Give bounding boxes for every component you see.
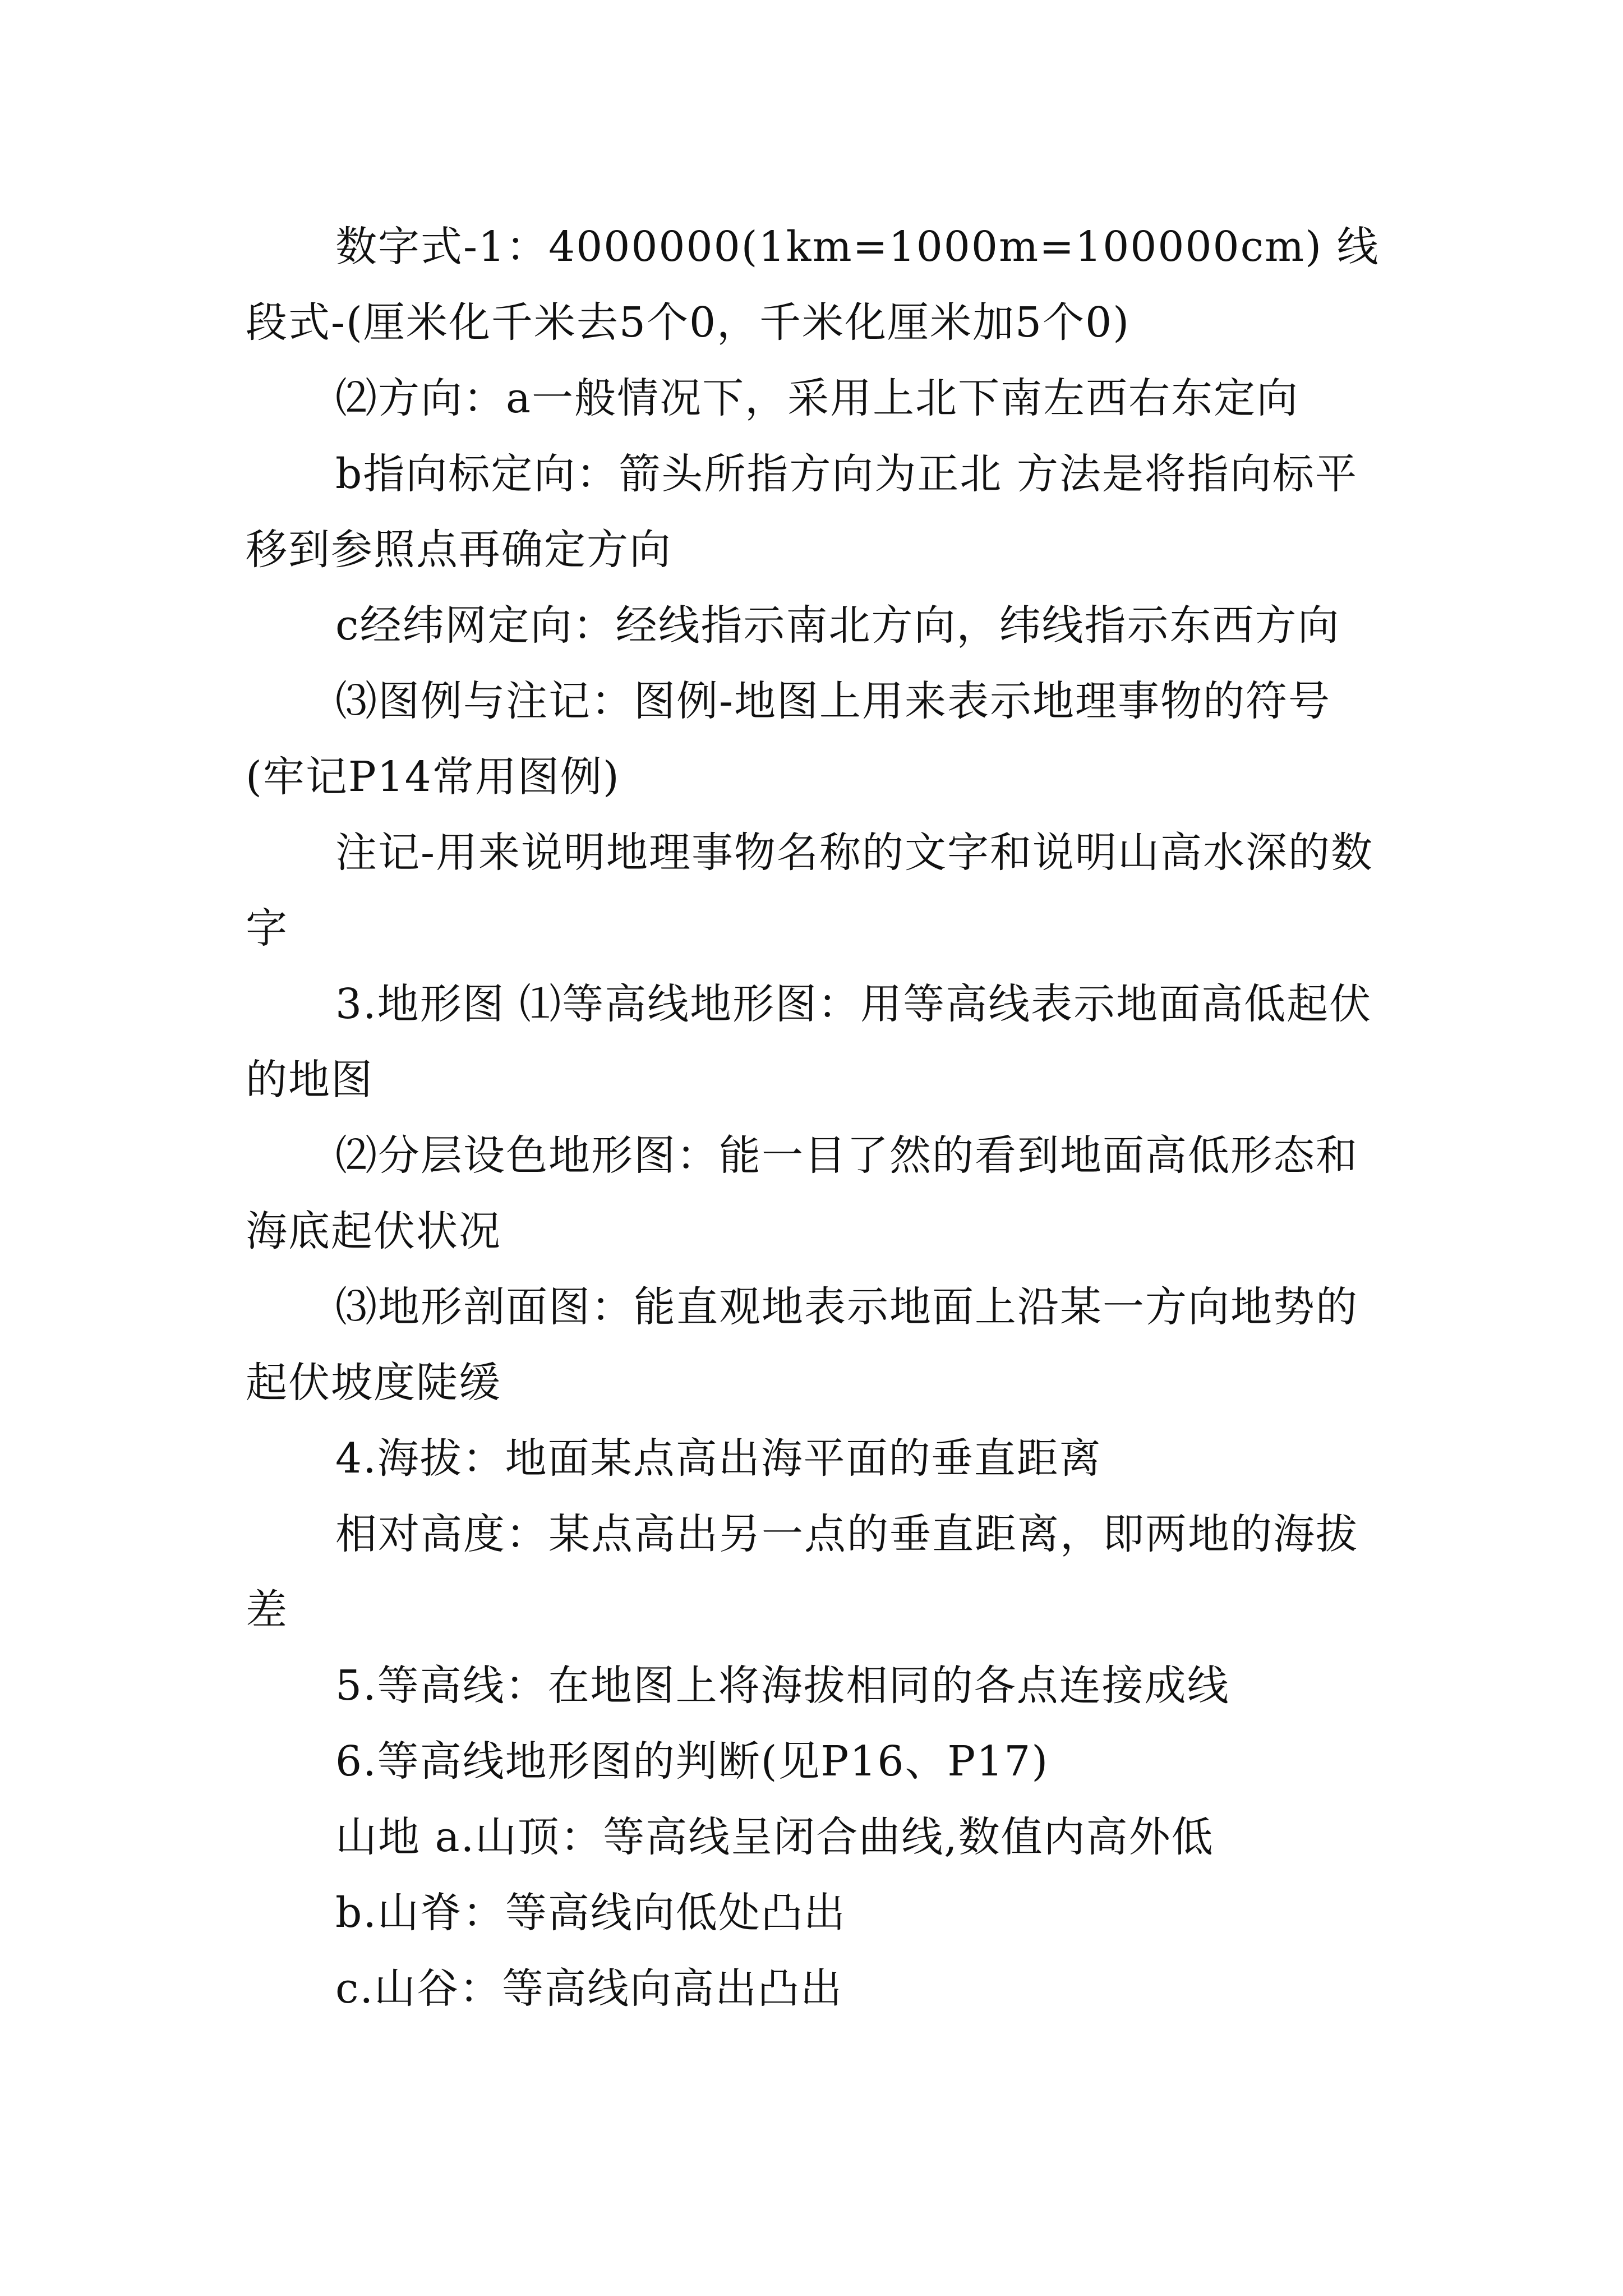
paragraph-layered-color-map: ⑵分层设色地形图：能一目了然的看到地面高低形态和海底起伏状况 bbox=[246, 1131, 1358, 1255]
paragraph-contour-line: 5.等高线：在地图上将海拔相同的各点连接成线 bbox=[335, 1662, 1230, 1710]
paragraph-ridge: b.山脊：等高线向低处凸出 bbox=[335, 1889, 846, 1937]
paragraph-direction: ⑵方向：a一般情况下，采用上北下南左西右东定向 bbox=[335, 374, 1299, 422]
paragraph-contour-judgement: 6.等高线地形图的判断(见P16、P17) bbox=[335, 1737, 1049, 1786]
paragraph-mountain-top: 山地 a.山顶：等高线呈闭合曲线,数值内高外低 bbox=[335, 1813, 1214, 1861]
paragraph-annotation: 注记-用来说明地理事物名称的文字和说明山高水深的数字 bbox=[246, 829, 1374, 953]
document-body bbox=[246, 209, 1384, 2027]
paragraph-contour-map: 3.地形图 ⑴等高线地形图：用等高线表示地面高低起伏的地图 bbox=[246, 980, 1372, 1104]
paragraph-scale-forms: 数字式-1：4000000(1km=1000m=100000cm) 线段式-(厘米化千米去5个0，千米化厘米加5个0) bbox=[246, 223, 1380, 347]
paragraph-altitude: 4.海拔：地面某点高出海平面的垂直距离 bbox=[335, 1434, 1102, 1483]
paragraph-legend: ⑶图例与注记：图例-地图上用来表示地理事物的符号(牢记P14常用图例) bbox=[246, 677, 1331, 801]
paragraph-valley: c.山谷：等高线向高出凸出 bbox=[335, 1964, 843, 2013]
paragraph-relative-height: 相对高度：某点高出另一点的垂直距离，即两地的海拔差 bbox=[246, 1510, 1358, 1634]
paragraph-profile-map: ⑶地形剖面图：能直观地表示地面上沿某一方向地势的起伏坡度陡缓 bbox=[246, 1283, 1358, 1407]
paragraph-direction-graticule: c经纬网定向：经线指示南北方向，纬线指示东西方向 bbox=[335, 601, 1340, 650]
paragraph-direction-arrow: b指向标定向：箭头所指方向为正北 方法是将指向标平移到参照点再确定方向 bbox=[246, 450, 1358, 574]
